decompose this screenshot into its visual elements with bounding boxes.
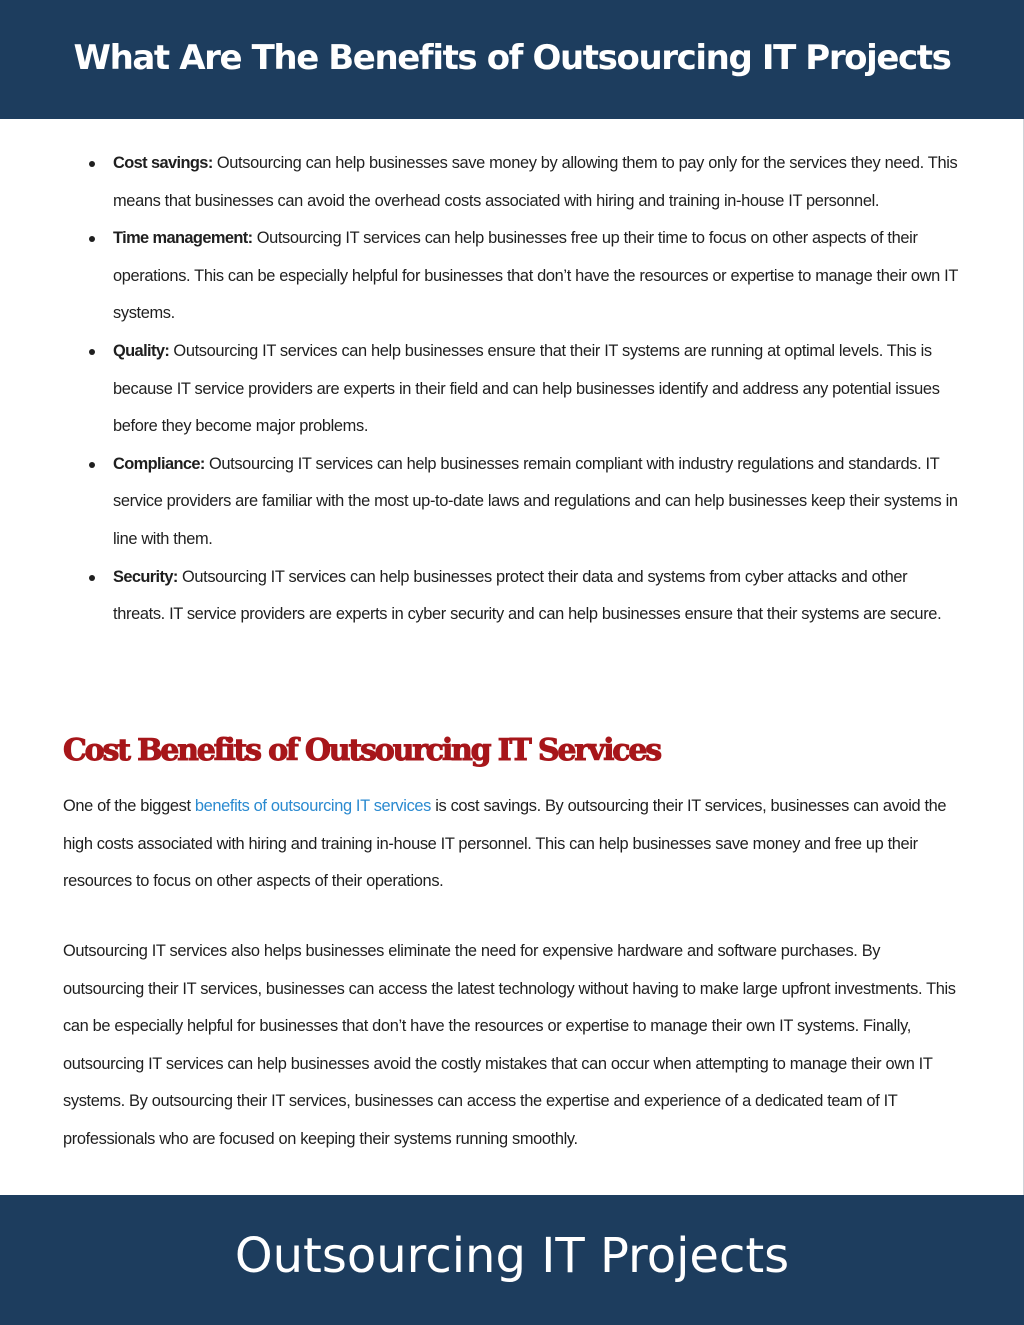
benefit-term: Cost savings: [113,154,213,172]
bullet-icon [89,161,95,167]
bullet-icon [89,236,95,242]
bullet-icon [89,462,95,468]
intro-text-start: One of the biggest [63,797,195,815]
benefit-item-time-management [63,220,963,333]
benefit-text: Outsourcing can help businesses save money by allowing them to pay only for the services they need. This means that businesses can avoid the overhead costs associated with hiring and training in-house IT personnel. [113,154,958,210]
benefit-text: Outsourcing IT services can help businesses remain compliant with industry regulations and standards. IT service providers are familiar with the most up-to-date laws and regulations and can help businesses keep their systems in line with them. [113,454,958,548]
benefit-text: Outsourcing IT services can help businesses protect their data and systems from cyber attacks and other threats. IT service providers are experts in cyber security and can help businesses ensure that their systems are secure. [113,567,942,624]
page-header-banner [0,0,1024,119]
page-footer-banner [0,1195,1024,1325]
intro-paragraph [63,788,963,901]
page-title: What Are The Benefits of Outsourcing IT Projects [73,37,951,78]
benefit-term: Security: [113,567,178,586]
intro-text-end: is cost savings. By outsourcing their IT services, businesses can avoid the high costs associated with hiring and training in-house IT personnel. This can help businesses save money and free up their resources to focus on other aspects of their operations. [63,797,947,891]
benefits-link[interactable]: benefits of outsourcing IT services [194,797,432,815]
bullet-icon [89,349,95,355]
benefit-item-cost-savings [63,145,963,220]
benefit-term: Quality: [113,341,170,360]
benefit-text: Outsourcing IT services can help businesses free up their time to focus on other aspects of their operations. This can be especially helpful for businesses that don’t have the resources or expertise to manage their own IT systems. [113,229,958,323]
body-paragraph: Outsourcing IT services also helps businesses eliminate the need for expensive hardware and software purchases. By outsourcing their IT services, businesses can access the latest technology without having to make large upfront investments. This can be especially helpful for businesses that don’t have the resources or expertise to manage their own IT systems. Finally, outsourcing IT services can help businesses avoid the costly mistakes that can occur when attempting to manage their own IT systems. By outsourcing their IT services, businesses can access the expertise and experience of a dedicated team of IT professionals who are focused on keeping their systems running smoothly. [63,942,956,1148]
footer-title: Outsourcing IT Projects [234,1228,790,1284]
benefits-list-container [63,145,963,634]
benefit-item-compliance [63,446,963,559]
benefit-text: Outsourcing IT services can help businesses ensure that their IT systems are running at optimal levels. This is because IT service providers are experts in their field and can help businesses identify and address any potential issues before they become major problems. [113,341,940,436]
benefit-item-quality [63,333,963,446]
benefit-term: Time management: [113,229,253,248]
bullet-icon [89,575,95,581]
benefit-term: Compliance: [113,454,205,473]
section-heading: Cost Benefits of Outsourcing IT Services [63,733,660,768]
benefits-list [63,145,963,634]
benefit-item-security [63,559,963,634]
